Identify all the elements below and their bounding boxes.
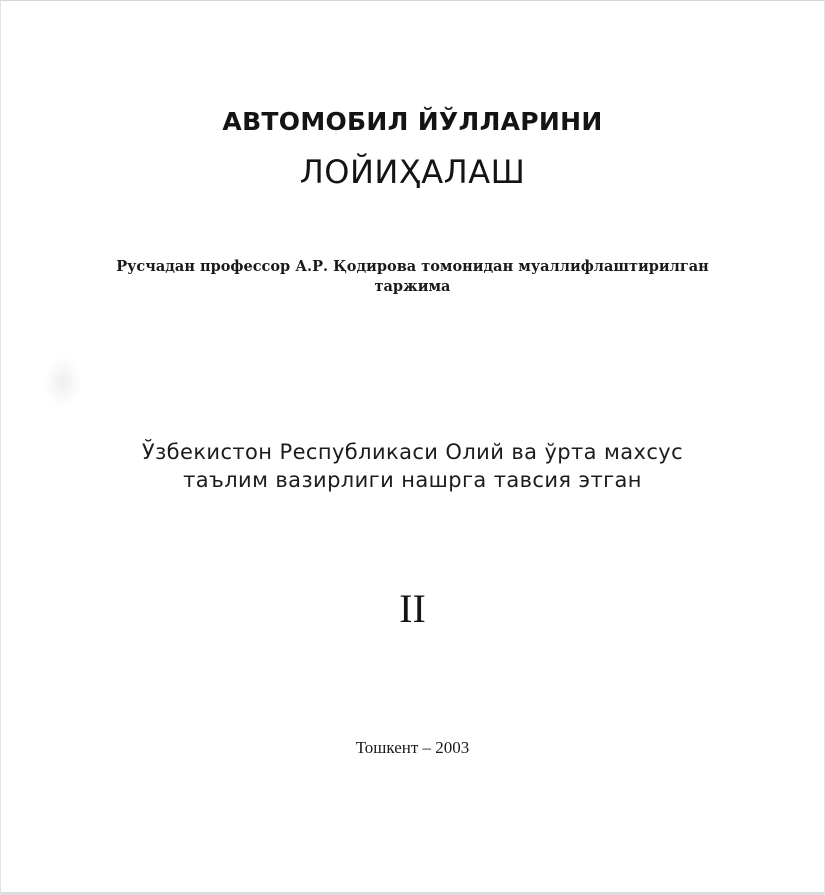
book-title-line-2: ЛОЙИҲАЛАШ <box>299 153 526 191</box>
imprint: Тошкент – 2003 <box>355 738 470 757</box>
volume-number: II <box>399 586 426 631</box>
translator-note-line-1: Русчадан профессор А.Р. Қодирова томонидан муаллифлаштирилган <box>116 258 709 275</box>
ministry-approval-line-2: таълим вазирлиги нашрга тавсия этган <box>183 468 642 492</box>
book-title-line-1: АВТОМОБИЛ ЙЎЛЛАРИНИ <box>222 107 603 136</box>
translator-note-line-2: таржима <box>374 278 451 295</box>
ministry-approval <box>1 438 824 494</box>
scan-smudge <box>45 357 81 407</box>
translator-note <box>1 257 824 297</box>
ministry-approval-line-1: Ўзбекистон Республикаси Олий ва ўрта махсус <box>141 440 684 464</box>
